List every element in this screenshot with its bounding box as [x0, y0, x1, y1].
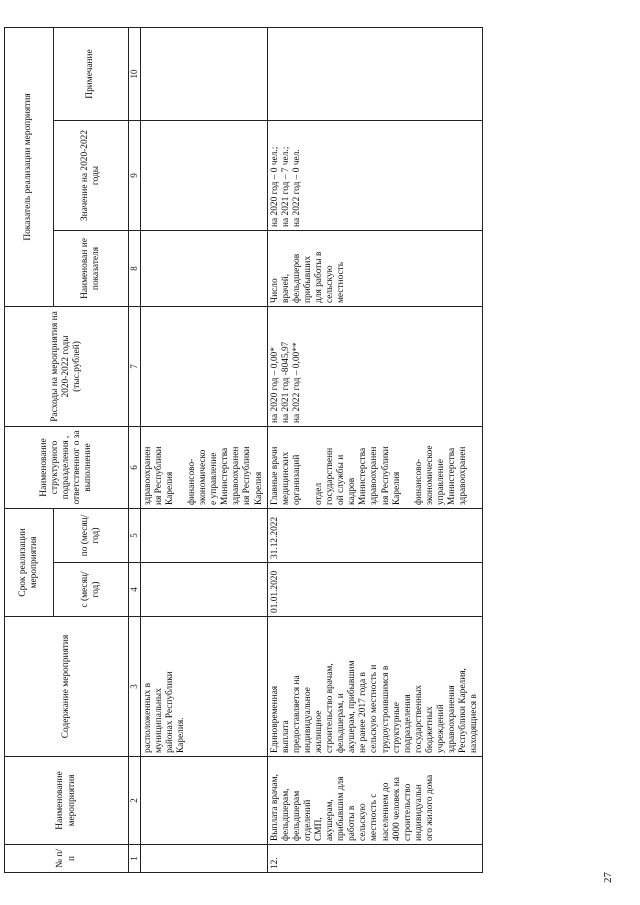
column-number: 9	[129, 121, 141, 231]
table-cell	[140, 231, 267, 307]
header-content: Содержание мероприятия	[5, 617, 129, 757]
header-ind-value: Значение на 2020-2022 годы	[54, 121, 129, 231]
header-note: Примечание	[54, 28, 129, 121]
page-number: 27	[602, 872, 614, 883]
header-num: № п/п	[5, 845, 129, 873]
column-number: 10	[129, 28, 141, 121]
column-number: 5	[129, 509, 141, 563]
column-number: 6	[129, 427, 141, 509]
table-cell	[140, 307, 267, 427]
header-indicator: Показатель реализации мероприятия	[5, 28, 54, 307]
header-period: Срок реализации мероприятия	[5, 509, 54, 617]
header-row-1	[5, 28, 54, 873]
column-number: 4	[129, 563, 141, 617]
event-name: Выплата врачам, фельдшерам, фельдшерам отделений СМП, акушерам, прибывшим для работы в сельскую местность с населением до 4000 человек на строительство индивидуальн ого жилого дома	[267, 757, 483, 845]
table-cell	[140, 121, 267, 231]
table-cell	[140, 757, 267, 845]
header-name: Наименование мероприятия	[5, 757, 129, 845]
table-cell	[140, 845, 267, 873]
indicator-value: на 2020 год – 0 чел.; на 2021 год – 7 чел.; на 2022 год – 0 чел.	[267, 121, 483, 231]
table-row-12	[267, 28, 483, 873]
events-table	[4, 27, 483, 873]
column-number: 2	[129, 757, 141, 845]
column-number: 7	[129, 307, 141, 427]
table-row-continuation	[140, 28, 267, 873]
column-number-row	[129, 28, 141, 873]
column-number: 1	[129, 845, 141, 873]
row-number: 12.	[267, 845, 483, 873]
responsible-unit: Главные врачи медицинских организаций отдел государственн ой службы и кадров Министерства здравоохранен ия Республики Карелия финансово- экономическое управление Министерства здравоохранен	[267, 427, 483, 509]
unit-cell: здравоохранен ия Республики Карелия финансово- экономическо е управление Министерства здравоохранен ия Республики Карелия	[140, 427, 267, 509]
table-cell	[140, 28, 267, 121]
header-to: по (месяц/ год)	[54, 509, 129, 563]
table-cell	[140, 509, 267, 563]
indicator-name: Число врачей, фельдшеров прибывших для работы в сельскую местность	[267, 231, 483, 307]
event-content: Единовременная выплата предоставляется на индивидуальное жилищное строительство врачам, фельдшерам, и акушерам, прибывшим не ранее 2017 года в сельскую местность и трудоустроившимся в структурные подразделения государственных бюджетных учреждений здравоохранения Республики Карелия, находящиеся в	[267, 617, 483, 757]
note	[267, 28, 483, 121]
header-costs: Расходы на мероприятия на 2020-2022 годы (тыс.рублей)	[5, 307, 129, 427]
date-from: 01.01.2020	[267, 563, 483, 617]
table-cell	[140, 563, 267, 617]
date-to: 31.12.2022	[267, 509, 483, 563]
header-ind-name: Наименован ие показателя	[54, 231, 129, 307]
header-unit: Наименование структурного подразделения , ответственног о за выполнение	[5, 427, 129, 509]
header-from: с (месяц/ год)	[54, 563, 129, 617]
costs: на 2020 год – 0,00* на 2021 год -8045,97 на 2022 год – 0,00**	[267, 307, 483, 427]
column-number: 3	[129, 617, 141, 757]
content-cell: расположенных в муниципальных районах Республики Карелия.	[140, 617, 267, 757]
column-number: 8	[129, 231, 141, 307]
